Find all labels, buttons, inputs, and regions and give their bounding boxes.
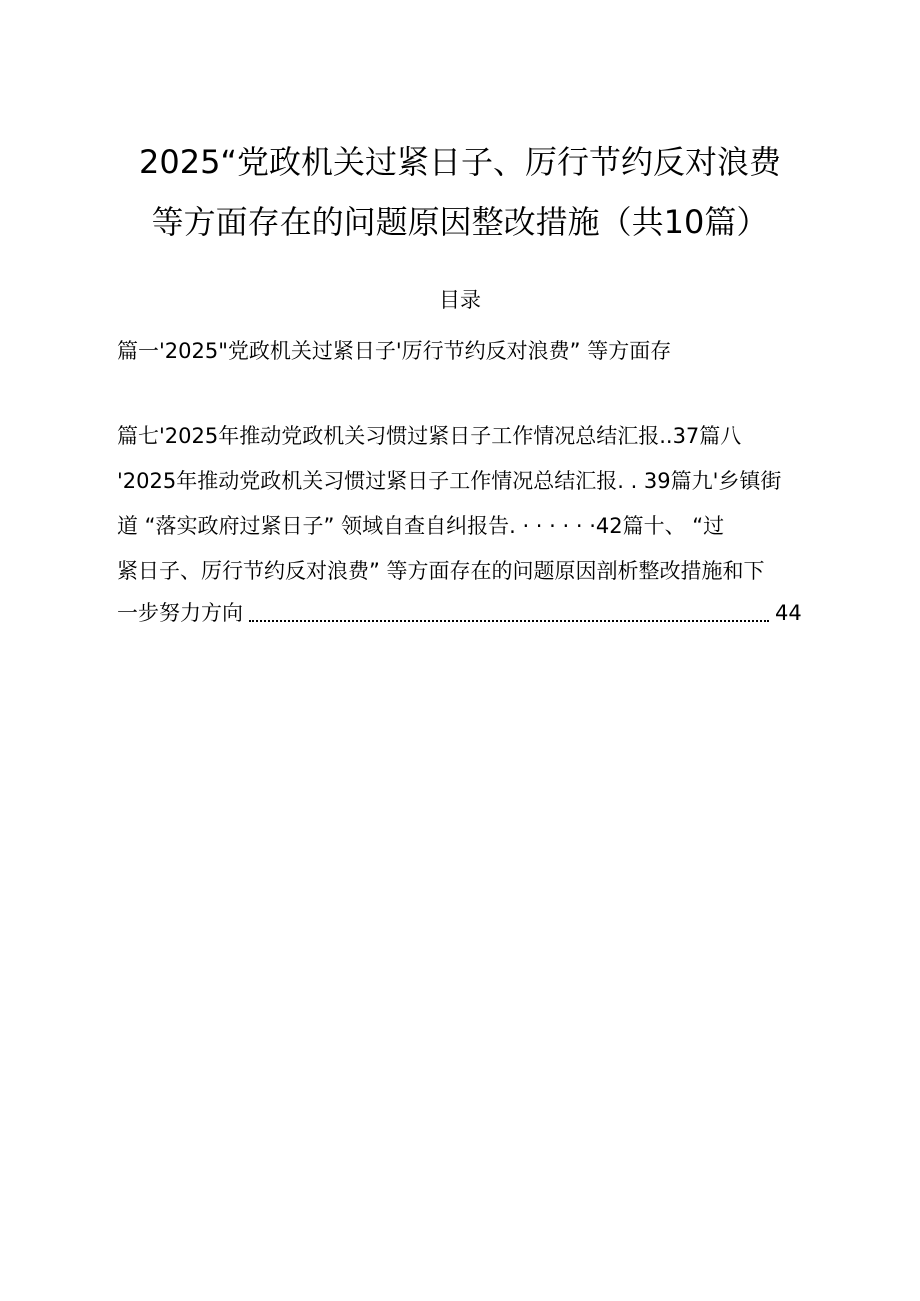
toc-dot-leader bbox=[249, 620, 769, 622]
toc-line-b: '2025年推动党政机关习惯过紧日子工作情况总结汇报. . 39篇九'乡镇街 bbox=[117, 469, 782, 493]
toc-heading: 目录 bbox=[439, 288, 481, 312]
toc-entry-1: 篇一'2025"党政机关过紧日子'厉行节约反对浪费” 等方面存 bbox=[117, 339, 672, 363]
toc-line-c: 道 “落实政府过紧日子” 领域自查自纠报告. · · · · · ·42篇十、 “过 bbox=[117, 514, 725, 538]
toc-line-d: 紧日子、厉行节约反对浪费” 等方面存在的问题原因剖析整改措施和下 bbox=[117, 559, 765, 583]
toc-line-e-text: 一步努力方向 bbox=[117, 601, 243, 625]
toc-line-e-page: 44 bbox=[775, 601, 802, 625]
toc-line-e bbox=[117, 597, 802, 627]
document-title-line-1: 2025“党政机关过紧日子、厉行节约反对浪费 bbox=[138, 143, 782, 181]
toc-line-a: 篇七'2025年推动党政机关习惯过紧日子工作情况总结汇报..37篇八 bbox=[117, 424, 742, 448]
document-title-line-2: 等方面存在的问题原因整改措施（共10篇） bbox=[151, 203, 769, 241]
